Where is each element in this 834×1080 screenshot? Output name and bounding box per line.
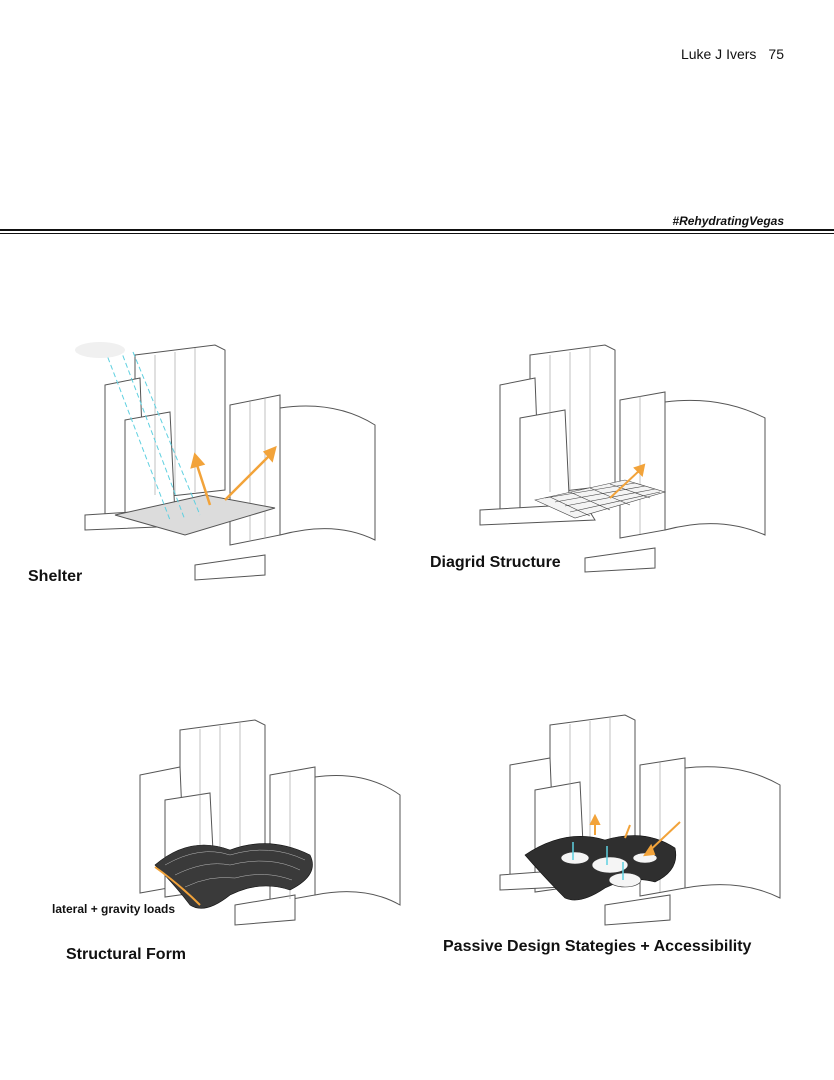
header-author [681,46,784,62]
author-name: Luke J Ivers [680,46,757,62]
annotation-lateral-gravity-loads: lateral + gravity loads [52,902,176,916]
panel-caption-passive-design: Passive Design Stategies + Accessibility [443,938,752,955]
panel-caption-diagrid-structure: Diagrid Structure [430,554,561,571]
header-rule-thin [0,233,834,234]
panel-caption-structural-form: Structural Form [66,946,187,963]
page-number: 75 [768,46,784,62]
diagrid-structure-diagram [475,340,775,580]
passive-design-diagram [495,710,795,940]
shelter-diagram [75,330,405,590]
panel-caption-shelter: Shelter [28,568,83,585]
header-rule-thick [0,229,834,231]
project-hashtag: #RehydratingVegas [672,214,784,228]
